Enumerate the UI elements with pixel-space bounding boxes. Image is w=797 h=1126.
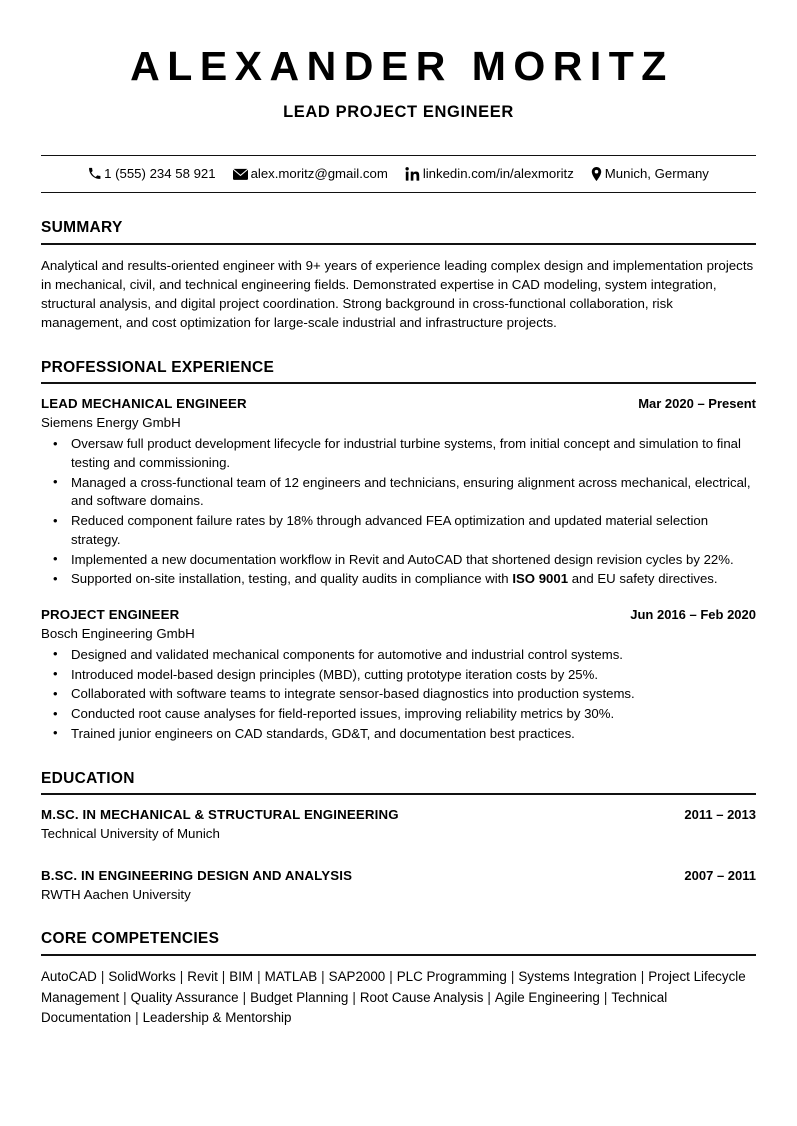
experience-bullet-item: • Trained junior engineers on CAD standards, GD&T, and documentation best practices. [41, 725, 756, 744]
competencies-list [41, 967, 756, 1029]
experience-section [41, 359, 756, 744]
experience-company-name: Siemens Energy GmbH [41, 415, 181, 431]
competency-item: MATLAB [264, 968, 318, 984]
competency-separator: | [135, 1010, 139, 1026]
competency-item: SAP2000 [328, 968, 386, 984]
competency-separator: | [123, 989, 127, 1005]
education-date-range: 2007 – 2011 [684, 868, 756, 884]
contact-item-email[interactable] [233, 167, 388, 180]
competencies-section-body [41, 956, 756, 1029]
contact-item-linkedin[interactable] [405, 167, 574, 181]
competency-item: Agile Engineering [494, 989, 600, 1005]
experience-role-title: PROJECT ENGINEER [41, 607, 180, 623]
competency-item: PLC Programming [396, 968, 507, 984]
competency-separator: | [603, 989, 608, 1005]
contact-value: linkedin.com/in/alexmoritz [422, 166, 574, 182]
experience-bullet-list [41, 646, 756, 744]
experience-bullet-item: • Conducted root cause analyses for field-reported issues, improving reliability metrics by 30%. [41, 705, 756, 724]
education-degree-title: M.SC. IN MECHANICAL & STRUCTURAL ENGINEERING [41, 807, 399, 823]
candidate-job-title: LEAD PROJECT ENGINEER [283, 102, 514, 121]
experience-section-body [41, 384, 756, 743]
summary-section [41, 219, 756, 333]
experience-entry-header [41, 606, 756, 624]
experience-entry-header [41, 395, 756, 413]
experience-role-title: LEAD MECHANICAL ENGINEER [41, 396, 247, 412]
phone-icon [88, 167, 101, 180]
competency-separator: | [221, 968, 226, 984]
competency-item: Project Lifecycle Management [41, 968, 746, 1005]
location-pin-icon [591, 167, 602, 181]
competency-separator: | [640, 968, 645, 984]
competency-item: AutoCAD [41, 968, 97, 984]
summary-section-title: SUMMARY [41, 219, 756, 245]
competency-item: Technical Documentation [41, 989, 668, 1026]
contact-value: 1 (555) 234 58 921 [104, 166, 216, 182]
experience-bullet-item: • Introduced model-based design principles (MBD), cutting prototype iteration costs by 25%. [41, 666, 756, 685]
competency-item: SolidWorks [108, 968, 176, 984]
experience-company-name: Bosch Engineering GmbH [41, 625, 195, 641]
education-section-body [41, 795, 756, 904]
contact-value: alex.moritz@gmail.com [250, 166, 388, 182]
competency-separator: | [321, 968, 325, 984]
experience-bullet-list [41, 435, 756, 589]
education-entry-header [41, 867, 756, 885]
competencies-section [41, 930, 756, 1029]
education-entry-header [41, 806, 756, 824]
competency-separator: | [487, 989, 491, 1005]
experience-bullet-item: • Reduced component failure rates by 18% through advanced FEA optimization and updated material selection strategy. [41, 512, 756, 549]
competency-item: Systems Integration [518, 968, 637, 984]
experience-bullet-item: • Supported on-site installation, testing, and quality audits in compliance with ISO 9001 and EU safety directives. [41, 570, 756, 589]
education-institution-name: Technical University of Munich [41, 826, 220, 842]
competency-item: Leadership & Mentorship [142, 1010, 292, 1026]
education-section [41, 770, 756, 904]
resume-header [41, 0, 756, 123]
experience-bullet-item: • Oversaw full product development lifecycle for industrial turbine systems, from initial concept and simulation to final testing and commissioning. [41, 435, 756, 472]
competency-item: Revit [187, 968, 218, 984]
experience-entry [41, 606, 756, 744]
education-entry [41, 867, 756, 904]
education-entry [41, 806, 756, 843]
contact-bar [41, 155, 756, 193]
competency-separator: | [352, 989, 356, 1005]
experience-bullet-item: • Collaborated with software teams to integrate sensor-based diagnostics into production systems. [41, 685, 756, 704]
contact-item-location-pin[interactable] [591, 167, 709, 181]
experience-bullet-item: • Designed and validated mechanical components for automotive and industrial control systems. [41, 646, 756, 665]
experience-bullet-item: • Managed a cross-functional team of 12 engineers and technicians, ensuring alignment across mechanical, electrical, and software domains. [41, 474, 756, 511]
education-section-title: EDUCATION [41, 770, 756, 796]
linkedin-icon [405, 167, 420, 181]
competency-item: Budget Planning [250, 989, 349, 1005]
experience-date-range: Jun 2016 – Feb 2020 [630, 607, 756, 623]
experience-section-title: PROFESSIONAL EXPERIENCE [41, 359, 756, 385]
competency-item: Root Cause Analysis [359, 989, 484, 1005]
competency-item: Quality Assurance [130, 989, 239, 1005]
summary-section-body [41, 245, 756, 333]
email-icon [233, 168, 248, 180]
experience-entry [41, 395, 756, 589]
contact-value: Munich, Germany [604, 166, 709, 182]
competency-item: BIM [229, 968, 254, 984]
competency-separator: | [179, 968, 184, 984]
contact-item-phone[interactable] [88, 167, 215, 180]
competencies-section-title: CORE COMPETENCIES [41, 930, 756, 956]
experience-bullet-item: • Implemented a new documentation workflow in Revit and AutoCAD that shortened design revision cycles by 22%. [41, 551, 756, 570]
education-date-range: 2011 – 2013 [684, 807, 756, 823]
experience-date-range: Mar 2020 – Present [638, 396, 756, 412]
competency-separator: | [389, 968, 393, 984]
competency-separator: | [510, 968, 515, 984]
competency-separator: | [100, 968, 105, 984]
summary-paragraph: Analytical and results-oriented engineer with 9+ years of experience leading complex design and implementation projects in mechanical, civil, and technical engineering fields. Demonstrated expertise in CAD modeling, system integration, structural analysis, and digital project coordination. Strong background in cross-functional collaboration, risk management, and cost optimization for large-scale industrial and infrastructure projects. [41, 257, 754, 331]
education-institution-name: RWTH Aachen University [41, 887, 191, 903]
education-degree-title: B.SC. IN ENGINEERING DESIGN AND ANALYSIS [41, 868, 353, 884]
candidate-name: ALEXANDER MORITZ [130, 43, 674, 89]
competency-separator: | [242, 989, 247, 1005]
competency-separator: | [257, 968, 261, 984]
